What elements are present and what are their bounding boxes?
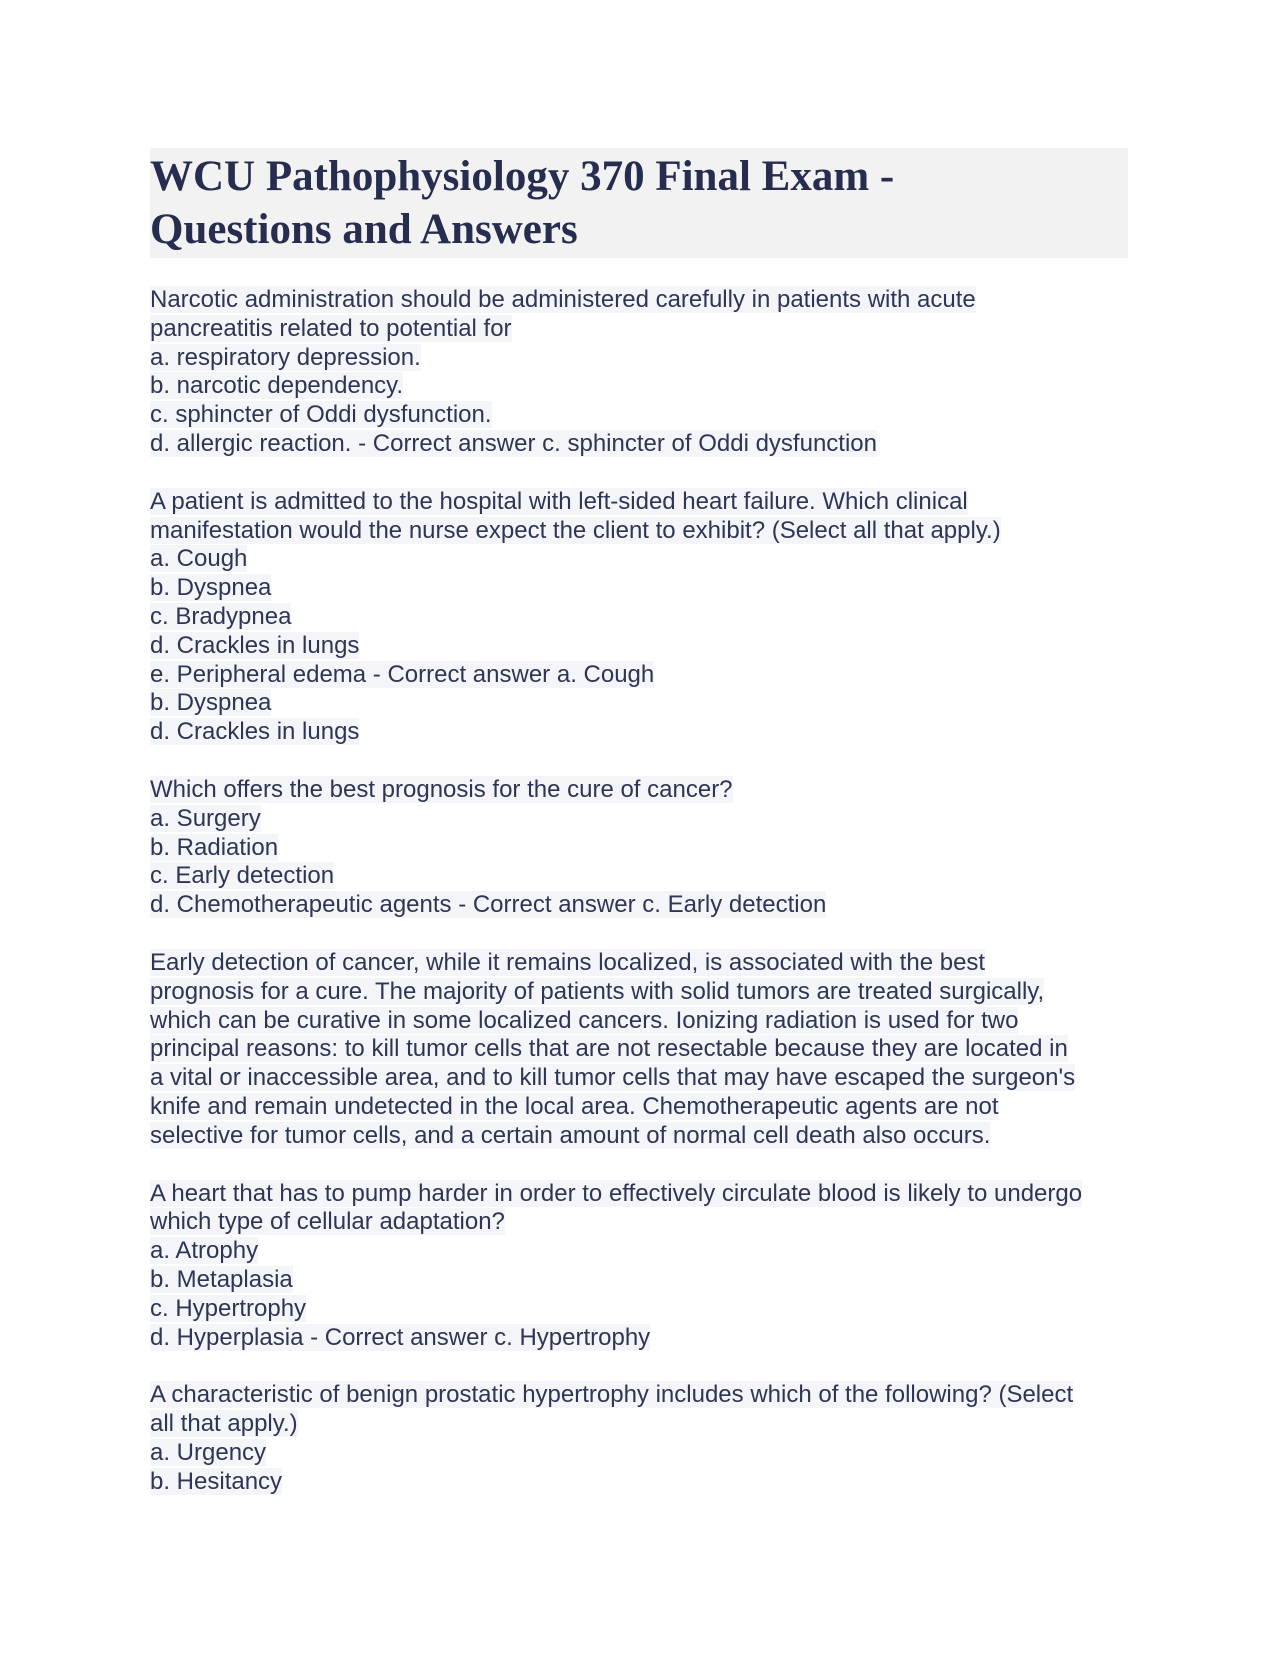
text-line: [150, 545, 1130, 574]
text-line-content: e. Peripheral edema - Correct answer a. Cough: [150, 660, 655, 688]
text-line: [150, 1295, 1130, 1324]
text-line: [150, 1122, 1130, 1151]
text-line: [150, 603, 1130, 632]
text-line: [150, 834, 1130, 863]
text-line: [150, 1007, 1130, 1036]
text-line: [150, 430, 1130, 459]
text-line: [150, 315, 1130, 344]
text-line: [150, 805, 1130, 834]
text-line-content: a. Cough: [150, 545, 248, 573]
text-line-content: d. Chemotherapeutic agents - Correct answer c. Early detection: [150, 891, 827, 919]
text-line: [150, 1064, 1130, 1093]
text-line-content: d. Crackles in lungs: [150, 631, 360, 659]
text-line-content: c. Bradypnea: [150, 602, 292, 630]
text-line-content: which type of cellular adaptation?: [150, 1208, 505, 1236]
text-line: [150, 517, 1130, 546]
text-line: [150, 401, 1130, 430]
text-line: [150, 1093, 1130, 1122]
text-line-content: all that apply.): [150, 1410, 298, 1438]
text-line-content: principal reasons: to kill tumor cells that are not resectable because they are located in: [150, 1035, 1068, 1063]
text-line: [150, 574, 1130, 603]
qa-block: [150, 776, 1130, 920]
qa-block: [150, 286, 1130, 459]
text-line: [150, 1266, 1130, 1295]
text-line: [150, 661, 1130, 690]
text-line-content: which can be curative in some localized cancers. Ionizing radiation is used for two: [150, 1006, 1019, 1034]
page-title: [150, 150, 1128, 256]
text-line: [150, 978, 1130, 1007]
text-line: [150, 1439, 1130, 1468]
text-line: [150, 344, 1130, 373]
text-line-content: c. sphincter of Oddi dysfunction.: [150, 401, 492, 429]
text-line-content: d. Hyperplasia - Correct answer c. Hypertrophy: [150, 1323, 651, 1351]
title-line-2: Questions and Answers: [150, 206, 578, 253]
text-line-content: A patient is admitted to the hospital with left-sided heart failure. Which clinical: [150, 487, 968, 515]
text-line: [150, 1410, 1130, 1439]
document-body: [150, 286, 1130, 1496]
text-line-content: Early detection of cancer, while it remains localized, is associated with the best: [150, 948, 986, 976]
text-line-content: Which offers the best prognosis for the cure of cancer?: [150, 775, 733, 803]
text-line: [150, 776, 1130, 805]
text-line-content: b. narcotic dependency.: [150, 372, 404, 400]
text-line: [150, 1035, 1130, 1064]
text-line-content: b. Radiation: [150, 833, 279, 861]
text-line-content: pancreatitis related to potential for: [150, 314, 512, 342]
text-line: [150, 1237, 1130, 1266]
text-line: [150, 632, 1130, 661]
text-line-content: c. Hypertrophy: [150, 1294, 307, 1322]
text-line: [150, 372, 1130, 401]
text-line: [150, 891, 1130, 920]
text-line: [150, 689, 1130, 718]
text-line-content: A characteristic of benign prostatic hypertrophy includes which of the following? (Select: [150, 1381, 1074, 1409]
text-line-content: a. Atrophy: [150, 1237, 259, 1265]
text-line-content: a. Urgency: [150, 1438, 267, 1466]
title-banner: [150, 148, 1128, 258]
text-line: [150, 1208, 1130, 1237]
text-line: [150, 718, 1130, 747]
text-line: [150, 1324, 1130, 1353]
text-line-content: d. allergic reaction. - Correct answer c. sphincter of Oddi dysfunction: [150, 429, 877, 457]
text-line-content: b. Metaplasia: [150, 1265, 293, 1293]
qa-block: [150, 949, 1130, 1151]
text-line-content: b. Dyspnea: [150, 689, 272, 717]
title-line-1: WCU Pathophysiology 370 Final Exam -: [150, 153, 895, 200]
text-line-content: Narcotic administration should be administered carefully in patients with acute: [150, 286, 976, 313]
text-line: [150, 862, 1130, 891]
text-line: [150, 1180, 1130, 1209]
qa-block: [150, 488, 1130, 747]
qa-block: [150, 1381, 1130, 1496]
text-line: [150, 286, 1130, 315]
document-page: [150, 148, 1130, 1525]
qa-block: [150, 1180, 1130, 1353]
text-line: [150, 1468, 1130, 1497]
text-line-content: selective for tumor cells, and a certain amount of normal cell death also occurs.: [150, 1121, 991, 1149]
text-line-content: A heart that has to pump harder in order to effectively circulate blood is likely to undergo: [150, 1179, 1083, 1207]
text-line: [150, 1381, 1130, 1410]
text-line: [150, 949, 1130, 978]
text-line-content: a vital or inaccessible area, and to kill tumor cells that may have escaped the surgeon's: [150, 1064, 1076, 1092]
text-line-content: knife and remain undetected in the local area. Chemotherapeutic agents are not: [150, 1092, 999, 1120]
text-line-content: c. Early detection: [150, 862, 335, 890]
text-line-content: prognosis for a cure. The majority of patients with solid tumors are treated surgically,: [150, 977, 1045, 1005]
text-line-content: a. respiratory depression.: [150, 343, 421, 371]
text-line-content: b. Hesitancy: [150, 1467, 283, 1495]
text-line-content: d. Crackles in lungs: [150, 718, 360, 746]
text-line-content: a. Surgery: [150, 804, 261, 832]
text-line-content: b. Dyspnea: [150, 574, 272, 602]
text-line-content: manifestation would the nurse expect the client to exhibit? (Select all that apply.): [150, 516, 1001, 544]
text-line: [150, 488, 1130, 517]
